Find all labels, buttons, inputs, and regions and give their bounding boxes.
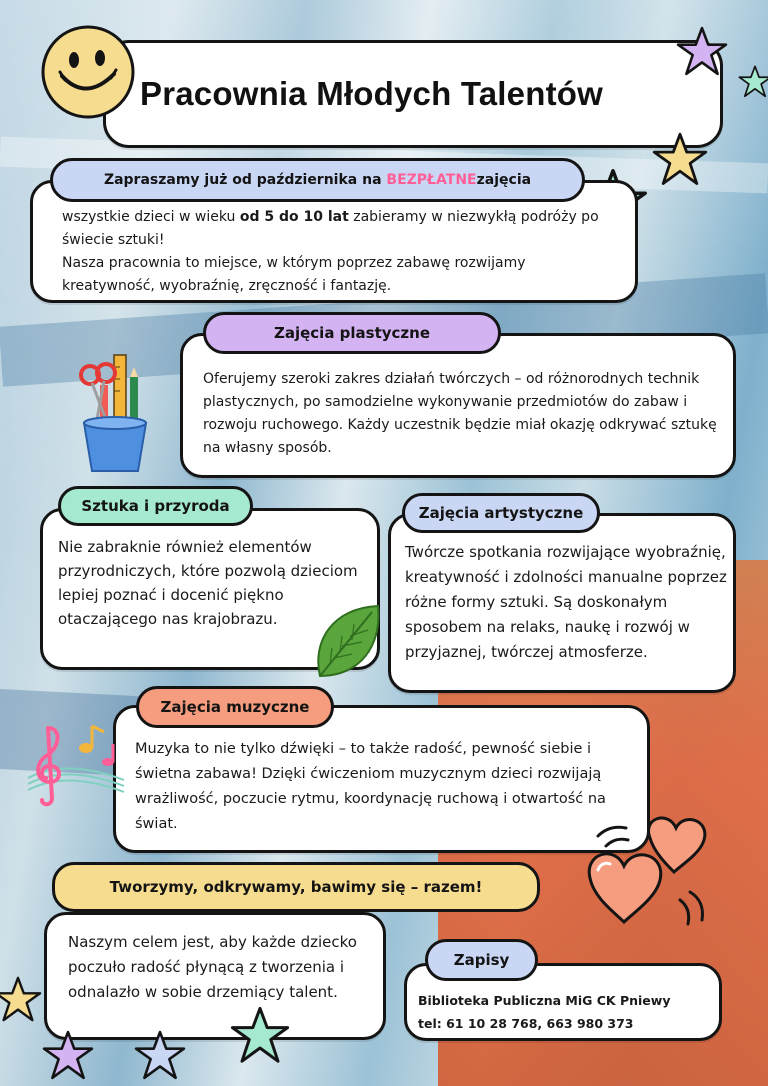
star-icon [230, 1006, 290, 1066]
artistic-heading: Zajęcia artystyczne [402, 493, 600, 533]
intro-text-part: zabieramy w niezwykłą podróży po świecie sztuki! [62, 209, 599, 248]
intro-text [62, 206, 622, 298]
signup-phone: tel: 61 10 28 768, 663 980 373 [418, 1016, 634, 1031]
music-text: Muzyka to nie tylko dźwięki – to także radość, pewność siebie i świetna zabawa! Dzięki ćwiczeniom muzycznym dzieci rozwijają wrażliwość, poczucie rytmu, koordynację ruchową i otwartość na świat. [135, 741, 606, 832]
star-icon [0, 972, 42, 1028]
age-range: od 5 do 10 lat [239, 209, 349, 225]
together-heading: Tworzymy, odkrywamy, bawimy się – razem! [52, 862, 540, 912]
star-icon [738, 60, 768, 104]
intro-heading-text: Zapraszamy już od października na [103, 172, 382, 188]
signup-place: Biblioteka Publiczna MiG CK Pniewy [418, 993, 671, 1008]
smiley-icon [38, 22, 138, 122]
page-title: Pracownia Młodych Talentów [140, 75, 603, 112]
art-classes-heading: Zajęcia plastyczne [203, 312, 501, 354]
hearts-icon [580, 808, 730, 938]
pencil-cup-icon [70, 345, 160, 475]
intro-heading-text: zajęcia [476, 172, 532, 188]
signup-info [418, 989, 728, 1035]
music-heading: Zajęcia muzyczne [136, 686, 334, 728]
nature-text: Nie zabraknie również elementów przyrodniczych, które pozwolą dzieciom lepiej poznać i docenić piękno otaczającego nas krajobrazu. [58, 538, 358, 628]
intro-text-part: wszystkie dzieci w wieku [62, 209, 240, 225]
artistic-text: Twórcze spotkania rozwijające wyobraźnię, kreatywność i zdolności manualne poprzez różne formy sztuki. Są doskonałym sposobem na relaks, naukę i rozwój w przyjaznej, twórczej atmosferze. [405, 543, 727, 661]
star-icon [134, 1030, 186, 1082]
nature-heading: Sztuka i przyroda [58, 486, 253, 526]
art-classes-text: Oferujemy szeroki zakres działań twórczych – od różnorodnych technik plastycznych, po samodzielne wykonywanie przedmiotów do zabaw i rozwoju ruchowego. Każdy uczestnik będzie miał okazję odkrywać sztukę na własny sposób. [203, 371, 717, 456]
intro-text-part: Nasza pracownia to miejsce, w którym poprzez zabawę rozwijamy kreatywność, wyobraźnię, zręczność i fantazję. [62, 255, 526, 294]
signup-heading: Zapisy [425, 939, 538, 981]
intro-heading [50, 158, 585, 202]
together-text: Naszym celem jest, aby każde dziecko poczuło radość płynącą z tworzenia i odnalazło w sobie drzemiący talent. [68, 933, 357, 1001]
star-icon [42, 1030, 94, 1082]
star-icon [652, 132, 708, 188]
star-icon [676, 26, 728, 78]
free-highlight: BEZPŁATNE [386, 172, 477, 188]
music-notes-icon [26, 718, 126, 808]
leaf-icon [312, 602, 384, 682]
